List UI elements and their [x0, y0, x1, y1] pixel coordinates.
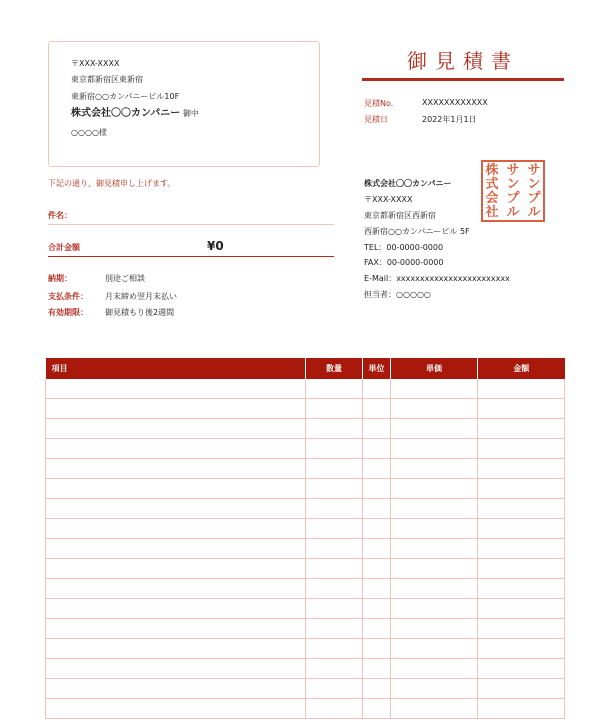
- delivery-label: 納期：: [48, 274, 72, 283]
- recipient-address-2: 東新宿○○カンパニービル10F: [71, 92, 180, 101]
- cell-item: [46, 479, 306, 499]
- cell-unit-price: [391, 679, 478, 699]
- cell-quantity: [306, 699, 363, 719]
- table-row: [46, 479, 565, 499]
- total-line: [48, 256, 334, 257]
- cell-amount: [478, 599, 565, 619]
- cell-unit: [363, 579, 391, 599]
- cell-unit-price: [391, 559, 478, 579]
- sender-postal: 〒XXX-XXXX: [364, 195, 413, 204]
- sender-fax: FAX：00-0000-0000: [364, 258, 444, 267]
- cell-item: [46, 439, 306, 459]
- cell-item: [46, 399, 306, 419]
- cell-quantity: [306, 679, 363, 699]
- recipient-box: [48, 41, 320, 167]
- items-table: [45, 358, 565, 719]
- cell-item: [46, 519, 306, 539]
- cell-unit: [363, 399, 391, 419]
- cell-unit: [363, 519, 391, 539]
- cell-amount: [478, 579, 565, 599]
- document-title: 御見積書: [407, 49, 519, 73]
- cell-quantity: [306, 519, 363, 539]
- items-table-body: [46, 379, 565, 719]
- cell-amount: [478, 499, 565, 519]
- cell-quantity: [306, 619, 363, 639]
- cell-amount: [478, 399, 565, 419]
- cell-unit: [363, 599, 391, 619]
- table-row: [46, 519, 565, 539]
- cell-amount: [478, 459, 565, 479]
- table-header-row: [46, 358, 565, 379]
- recipient-honorific: 御中: [182, 109, 199, 118]
- cell-unit-price: [391, 619, 478, 639]
- cell-unit: [363, 419, 391, 439]
- cell-unit: [363, 439, 391, 459]
- cell-unit-price: [391, 639, 478, 659]
- table-row: [46, 499, 565, 519]
- cell-amount: [478, 639, 565, 659]
- stamp-column-1: 株 式 会 社: [485, 163, 499, 220]
- quote-date-label: 見積日: [364, 115, 388, 124]
- cell-item: [46, 679, 306, 699]
- table-row: [46, 419, 565, 439]
- stamp-column-2: サ ン プ ル: [506, 163, 520, 220]
- cell-quantity: [306, 599, 363, 619]
- recipient-company: 株式会社〇〇カンパニー: [71, 108, 181, 119]
- recipient-postal: 〒XXX-XXXX: [71, 59, 120, 68]
- table-row: [46, 379, 565, 399]
- cell-unit-price: [391, 519, 478, 539]
- cell-unit: [363, 499, 391, 519]
- cell-item: [46, 559, 306, 579]
- recipient-person: ○○○○様: [71, 128, 107, 137]
- cell-item: [46, 579, 306, 599]
- validity-value: 御見積もり後2週間: [105, 308, 175, 317]
- table-row: [46, 619, 565, 639]
- cell-amount: [478, 419, 565, 439]
- subject-line: [48, 224, 334, 225]
- table-row: [46, 679, 565, 699]
- cell-amount: [478, 559, 565, 579]
- cell-unit-price: [391, 699, 478, 719]
- sender-tel: TEL：00-0000-0000: [364, 243, 444, 252]
- header-unit: 単位: [363, 358, 391, 379]
- cell-unit: [363, 699, 391, 719]
- cell-unit: [363, 679, 391, 699]
- quote-date-value: 2022年1月1日: [422, 115, 477, 124]
- cell-amount: [478, 479, 565, 499]
- cell-quantity: [306, 559, 363, 579]
- cell-unit-price: [391, 599, 478, 619]
- cell-quantity: [306, 379, 363, 399]
- payment-terms-value: 月末締め翌月末払い: [105, 292, 177, 301]
- cell-unit-price: [391, 659, 478, 679]
- table-row: [46, 539, 565, 559]
- cell-unit: [363, 479, 391, 499]
- subject-label: 件名：: [48, 211, 72, 220]
- cell-unit: [363, 459, 391, 479]
- table-row: [46, 659, 565, 679]
- cell-unit-price: [391, 379, 478, 399]
- header-quantity: 数量: [306, 358, 363, 379]
- table-row: [46, 579, 565, 599]
- cell-item: [46, 419, 306, 439]
- cell-item: [46, 539, 306, 559]
- cell-amount: [478, 539, 565, 559]
- cell-item: [46, 619, 306, 639]
- cell-unit-price: [391, 499, 478, 519]
- cell-unit: [363, 659, 391, 679]
- cell-quantity: [306, 479, 363, 499]
- title-underline: [362, 78, 564, 81]
- table-row: [46, 459, 565, 479]
- cell-unit-price: [391, 579, 478, 599]
- cell-quantity: [306, 459, 363, 479]
- cell-unit-price: [391, 419, 478, 439]
- table-row: [46, 439, 565, 459]
- total-value: ¥0: [207, 239, 224, 253]
- table-row: [46, 399, 565, 419]
- quote-number-label: 見積No.: [364, 99, 394, 108]
- table-row: [46, 559, 565, 579]
- cell-amount: [478, 659, 565, 679]
- intro-text: 下記の通り、御見積申し上げます。: [48, 179, 176, 188]
- total-label: 合計金額: [48, 243, 80, 252]
- sender-address-1: 東京都新宿区西新宿: [364, 211, 436, 220]
- cell-unit: [363, 539, 391, 559]
- sender-email: E-Mail：xxxxxxxxxxxxxxxxxxxxxxxx: [364, 274, 510, 283]
- cell-item: [46, 379, 306, 399]
- header-item: 項目: [46, 358, 306, 379]
- cell-unit: [363, 559, 391, 579]
- cell-quantity: [306, 439, 363, 459]
- cell-quantity: [306, 419, 363, 439]
- cell-item: [46, 459, 306, 479]
- cell-item: [46, 659, 306, 679]
- header-amount: 金額: [478, 358, 565, 379]
- sender-contact: 担当者：○○○○○: [364, 290, 431, 299]
- cell-quantity: [306, 399, 363, 419]
- delivery-value: 別途ご相談: [105, 274, 145, 283]
- cell-item: [46, 639, 306, 659]
- cell-unit: [363, 639, 391, 659]
- recipient-address-1: 東京都新宿区東新宿: [71, 75, 143, 84]
- cell-item: [46, 599, 306, 619]
- cell-amount: [478, 519, 565, 539]
- table-row: [46, 599, 565, 619]
- cell-unit: [363, 619, 391, 639]
- cell-amount: [478, 439, 565, 459]
- sender-address-2: 西新宿○○カンパニービル 5F: [364, 227, 470, 236]
- header-unit-price: 単価: [391, 358, 478, 379]
- cell-item: [46, 499, 306, 519]
- cell-unit-price: [391, 439, 478, 459]
- table-row: [46, 639, 565, 659]
- company-seal-stamp: [481, 160, 545, 222]
- cell-amount: [478, 619, 565, 639]
- cell-unit-price: [391, 539, 478, 559]
- cell-item: [46, 699, 306, 719]
- cell-amount: [478, 699, 565, 719]
- cell-quantity: [306, 539, 363, 559]
- payment-terms-label: 支払条件：: [48, 292, 88, 301]
- quote-number-value: XXXXXXXXXXXX: [422, 98, 488, 107]
- cell-unit-price: [391, 479, 478, 499]
- cell-quantity: [306, 659, 363, 679]
- cell-unit-price: [391, 399, 478, 419]
- cell-unit-price: [391, 459, 478, 479]
- cell-unit: [363, 379, 391, 399]
- sender-company: 株式会社〇〇カンパニー: [364, 179, 452, 188]
- stamp-column-3: サ ン プ ル: [527, 163, 541, 220]
- cell-amount: [478, 679, 565, 699]
- cell-quantity: [306, 499, 363, 519]
- cell-quantity: [306, 579, 363, 599]
- cell-quantity: [306, 639, 363, 659]
- validity-label: 有効期限：: [48, 308, 88, 317]
- cell-amount: [478, 379, 565, 399]
- recipient-company-line: [71, 109, 199, 119]
- table-row: [46, 699, 565, 719]
